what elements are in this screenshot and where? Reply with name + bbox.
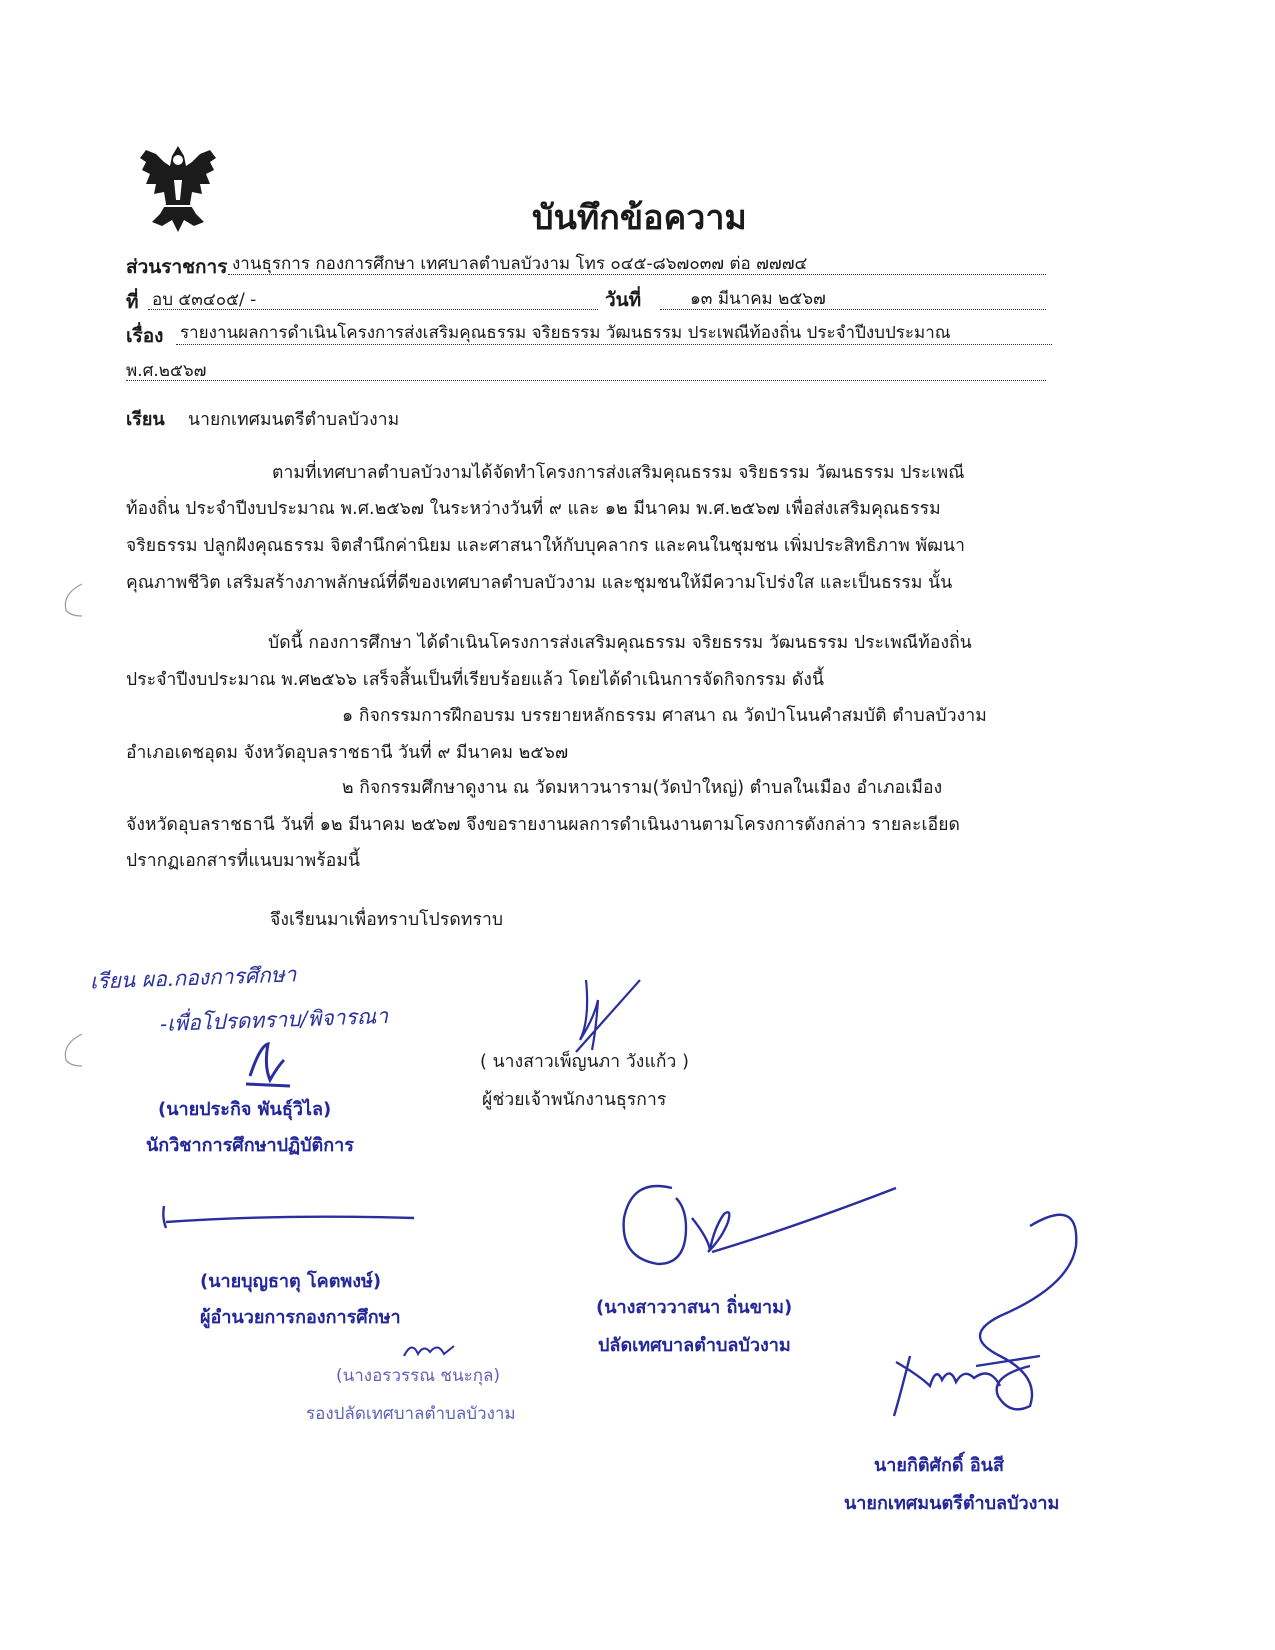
municipal-clerk-signature xyxy=(612,1168,902,1288)
stamp-deputy-name: (นางอรวรรณ ชนะกุล) xyxy=(336,1366,501,1386)
mayor-signature xyxy=(880,1206,1090,1426)
activity2-line: จังหวัดอุบลราชธานี วันที่ ๑๒ มีนาคม ๒๕๖๗ จึงขอรายงานผลการดำเนินงานตามโครงการดังกล่าว รายละเอียด xyxy=(126,815,961,835)
punch-hole-mark xyxy=(58,1030,88,1070)
stamp-mayor-position: นายกเทศมนตรีตำบลบัวงาม xyxy=(844,1493,1060,1514)
paragraph1-line: ท้องถิ่น ประจำปีงบประมาณ พ.ศ.๒๕๖๗ ในระหว่างวันที่ ๙ และ ๑๒ มีนาคม พ.ศ.๒๕๖๗ เพื่อส่งเสริมคุณธรรม xyxy=(126,499,941,519)
garuda-emblem xyxy=(132,140,224,238)
stamp-academic-name: (นายประกิจ พันธุ์วิไล) xyxy=(158,1099,332,1120)
ref-label: ที่ xyxy=(126,291,139,313)
subject-dotline1 xyxy=(176,344,1052,345)
subject-line2: พ.ศ.๒๕๖๗ xyxy=(126,361,207,381)
salutation-label: เรียน xyxy=(126,409,165,430)
handwritten-note-line2: -เพื่อโปรดทราบ/พิจารณา xyxy=(159,1004,389,1036)
paragraph1-line: ตามที่เทศบาลตำบลบัวงามได้จัดทำโครงการส่งเสริมคุณธรรม จริยธรรม วัฒนธรรม ประเพณี xyxy=(272,463,965,483)
activity2-line: ๒ กิจกรรมศึกษาดูงาน ณ วัดมหาวนาราม(วัดป่าใหญ่) ตำบลในเมือง อำเภอเมือง xyxy=(342,778,943,798)
stamp-clerk-head-position: ปลัดเทศบาลตำบลบัวงาม xyxy=(598,1335,791,1356)
handwritten-note-line1: เรียน ผอ.กองการศึกษา xyxy=(89,962,297,994)
paragraph1-line: จริยธรรม ปลูกฝังคุณธรรม จิตสำนึกค่านิยม และศาสนาให้กับบุคลากร และคนในชุมชน เพิ่มประสิทธิภาพ พัฒนา xyxy=(126,536,966,556)
date-value: ๑๓ มีนาคม ๒๕๖๗ xyxy=(690,289,826,309)
activity2-line: ปรากฏเอกสารที่แนบมาพร้อมนี้ xyxy=(126,851,361,871)
activity1-line: อำเภอเดชอุดม จังหวัดอุบลราชธานี วันที่ ๙ มีนาคม ๒๕๖๗ xyxy=(126,743,569,763)
subject-line1: รายงานผลการดำเนินโครงการส่งเสริมคุณธรรม จริยธรรม วัฒนธรรม ประเพณีท้องถิ่น ประจำปีงบประมาณ xyxy=(180,323,951,343)
clerk-position: ผู้ช่วยเจ้าพนักงานธุรการ xyxy=(482,1090,667,1110)
salutation-value: นายกเทศมนตรีตำบลบัวงาม xyxy=(188,410,400,430)
ref-value: อบ ๕๓๔๐๕/ - xyxy=(152,290,257,310)
stamp-director-name: (นายบุญธาตุ โคตพงษ์) xyxy=(200,1271,382,1292)
date-label: วันที่ xyxy=(605,289,642,311)
date-dotline xyxy=(660,309,1046,310)
punch-hole-mark xyxy=(58,580,88,620)
paragraph2-line: บัดนี้ กองการศึกษา ได้ดำเนินโครงการส่งเสริมคุณธรรม จริยธรรม วัฒนธรรม ประเพณีท้องถิ่น xyxy=(268,633,972,653)
subject-label: เรื่อง xyxy=(126,325,164,347)
director-signature xyxy=(158,1198,418,1238)
stamp-deputy-position: รองปลัดเทศบาลตำบลบัวงาม xyxy=(306,1404,516,1424)
paragraph2-line: ประจำปีงบประมาณ พ.ศ๒๕๖๖ เสร็จสิ้นเป็นที่เรียบร้อยแล้ว โดยได้ดำเนินการจัดกิจกรรม ดังนี้ xyxy=(126,670,825,690)
stamp-mayor-name: นายกิติศักดิ์ อินสี xyxy=(874,1455,1004,1476)
agency-dotline xyxy=(228,274,1046,275)
activity1-line: ๑ กิจกรรมการฝึกอบรม บรรยายหลักธรรม ศาสนา ณ วัดป่าโนนคำสมบัติ ตำบลบัวงาม xyxy=(342,706,987,726)
stamp-clerk-head-name: (นางสาววาสนา ถิ่นขาม) xyxy=(596,1297,793,1318)
initial-signature xyxy=(240,1036,300,1096)
subject-dotline2 xyxy=(126,380,1046,381)
ref-dotline xyxy=(148,309,598,310)
stamp-academic-position: นักวิชาการศึกษาปฏิบัติการ xyxy=(146,1135,354,1156)
clerk-name: ( นางสาวเพ็ญนภา วังแก้ว ) xyxy=(480,1052,690,1072)
memo-title: บันทึกข้อความ xyxy=(532,198,747,238)
closing-text: จึงเรียนมาเพื่อทราบโปรดทราบ xyxy=(270,910,504,930)
agency-value: งานธุรการ กองการศึกษา เทศบาลตำบลบัวงาม โทร ๐๔๕-๘๖๗๐๓๗ ต่อ ๗๗๗๔ xyxy=(232,254,808,274)
stamp-director-position: ผู้อำนวยการกองการศึกษา xyxy=(200,1307,401,1328)
paragraph1-line: คุณภาพชีวิต เสริมสร้างภาพลักษณ์ที่ดีของเทศบาลตำบลบัวงาม และชุมชนให้มีความโปร่งใส และเป็นธรรม นั้น xyxy=(126,573,953,593)
agency-label: ส่วนราชการ xyxy=(126,256,228,278)
